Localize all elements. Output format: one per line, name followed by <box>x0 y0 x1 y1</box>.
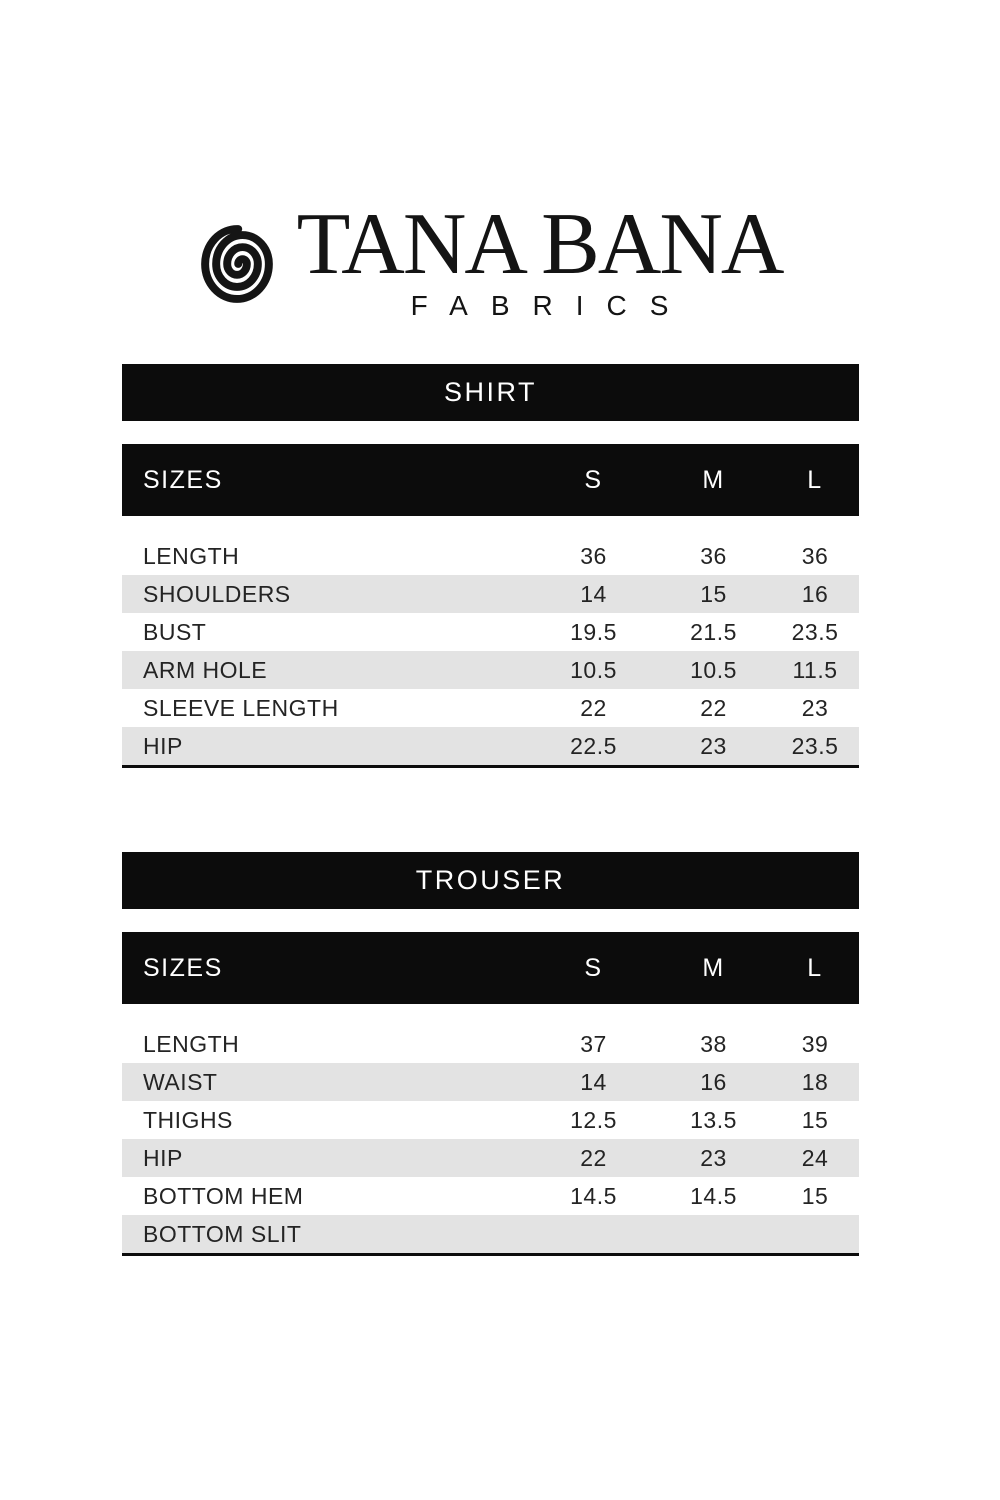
measurement-value-l: 15 <box>801 1106 829 1133</box>
measurement-value-s: 12.5 <box>570 1106 617 1133</box>
table-row <box>122 613 859 651</box>
measurement-value-l: 23 <box>801 694 829 721</box>
size-column-s: S <box>584 465 603 494</box>
table-row <box>122 1063 859 1101</box>
measurement-rows <box>122 1025 859 1256</box>
measurement-label: BUST <box>143 618 207 645</box>
measurement-value-l: 16 <box>801 580 829 607</box>
table-title-banner <box>122 364 859 421</box>
measurement-value-m: 16 <box>700 1068 727 1095</box>
table-row <box>122 1177 859 1215</box>
measurement-value-m: 22 <box>700 694 727 721</box>
measurement-label: HIP <box>143 732 183 759</box>
measurement-label: SHOULDERS <box>143 580 291 607</box>
measurement-value-m: 21.5 <box>690 618 737 645</box>
measurement-value-s: 22 <box>580 1144 607 1171</box>
measurement-value-m: 14.5 <box>690 1182 737 1209</box>
measurement-value-m: 10.5 <box>690 656 737 683</box>
measurement-value-s: 14 <box>580 580 607 607</box>
size-table <box>122 364 859 768</box>
size-column-s: S <box>584 953 603 982</box>
measurement-value-l: 36 <box>801 542 829 569</box>
spiral-icon <box>199 223 275 305</box>
measurement-value-l: 24 <box>801 1144 829 1171</box>
measurement-rows <box>122 537 859 768</box>
sizes-header-label: SIZES <box>143 465 223 494</box>
measurement-label: BOTTOM SLIT <box>143 1220 302 1247</box>
measurement-value-s: 14 <box>580 1068 607 1095</box>
size-column-m: M <box>702 465 725 494</box>
sizes-header-row <box>122 444 859 516</box>
measurement-value-m: 15 <box>700 580 727 607</box>
measurement-value-s: 14.5 <box>570 1182 617 1209</box>
measurement-value-m: 38 <box>700 1030 727 1057</box>
measurement-label: HIP <box>143 1144 183 1171</box>
brand-subtitle: FABRICS <box>410 290 692 322</box>
table-row <box>122 537 859 575</box>
table-row <box>122 1101 859 1139</box>
measurement-value-s: 22.5 <box>570 732 617 759</box>
table-title-banner <box>122 852 859 909</box>
measurement-label: THIGHS <box>143 1106 233 1133</box>
size-column-l: L <box>807 953 823 982</box>
measurement-value-l: 18 <box>801 1068 829 1095</box>
measurement-label: LENGTH <box>143 1030 240 1057</box>
brand-wordmark <box>296 195 783 322</box>
measurement-value-l: 15 <box>801 1182 829 1209</box>
measurement-label: BOTTOM HEM <box>143 1182 304 1209</box>
size-tables <box>122 364 859 1256</box>
measurement-value-s: 37 <box>580 1030 607 1057</box>
measurement-value-l: 11.5 <box>792 656 838 683</box>
size-column-m: M <box>702 953 725 982</box>
measurement-value-l: 23.5 <box>791 618 839 645</box>
table-title: SHIRT <box>443 377 537 407</box>
measurement-value-s: 36 <box>580 542 607 569</box>
table-row <box>122 727 859 765</box>
measurement-label: SLEEVE LENGTH <box>143 694 339 721</box>
brand-name: TANA BANA <box>296 195 783 293</box>
measurement-value-s: 19.5 <box>570 618 617 645</box>
measurement-value-m: 13.5 <box>690 1106 737 1133</box>
brand-logo <box>122 195 859 322</box>
table-row <box>122 1215 859 1253</box>
measurement-value-m: 23 <box>700 1144 727 1171</box>
measurement-value-m: 23 <box>700 732 727 759</box>
measurement-label: ARM HOLE <box>143 656 268 683</box>
sizes-header-row <box>122 932 859 1004</box>
table-row <box>122 651 859 689</box>
measurement-label: LENGTH <box>143 542 240 569</box>
measurement-value-s: 10.5 <box>570 656 617 683</box>
table-row <box>122 1139 859 1177</box>
size-column-l: L <box>807 465 823 494</box>
measurement-value-l: 23.5 <box>791 732 839 759</box>
sizes-header-label: SIZES <box>143 953 223 982</box>
table-row <box>122 575 859 613</box>
size-table <box>122 852 859 1256</box>
table-row <box>122 689 859 727</box>
table-title: TROUSER <box>415 865 566 895</box>
measurement-value-m: 36 <box>700 542 727 569</box>
measurement-value-s: 22 <box>580 694 607 721</box>
measurement-label: WAIST <box>143 1068 218 1095</box>
table-row <box>122 1025 859 1063</box>
measurement-value-l: 39 <box>801 1030 829 1057</box>
